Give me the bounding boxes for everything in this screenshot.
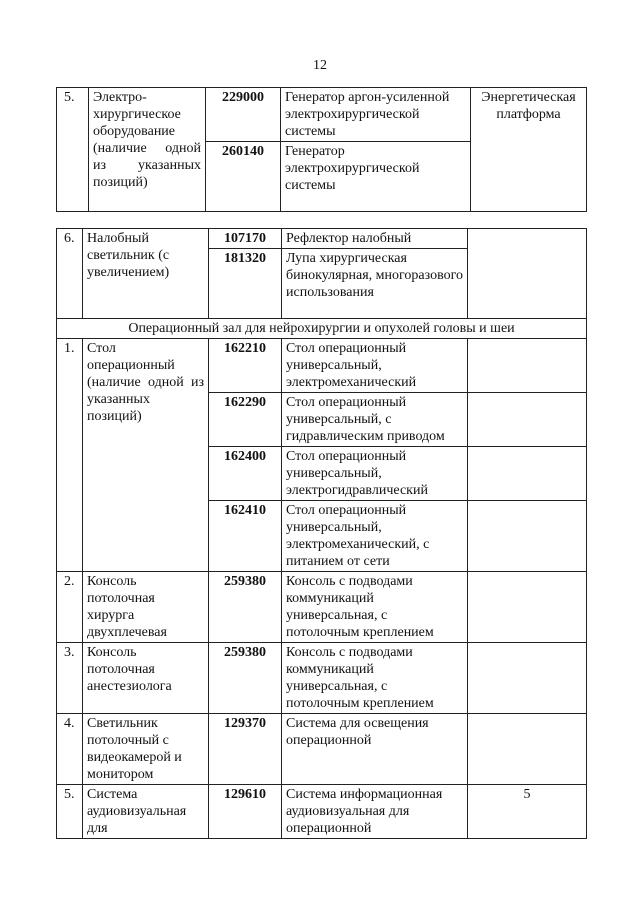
- table-row: [57, 643, 587, 714]
- section-row: [57, 319, 587, 339]
- equipment-table-2: [56, 228, 587, 839]
- section-title: Операционный зал для нейрохирургии и опухолей головы и шеи: [57, 319, 587, 339]
- equipment-name: Система аудиовизуальная для: [83, 785, 209, 839]
- equipment-code: 259380: [209, 572, 282, 643]
- equipment-description: Лупа хирургическая бинокулярная, многоразового использования: [282, 249, 468, 319]
- equipment-description: Консоль с подводами коммуникаций универсальная, с потолочным креплением: [282, 643, 468, 714]
- table-row: [57, 714, 587, 785]
- row-number: 4.: [57, 714, 83, 785]
- equipment-description: Система информационная аудиовизуальная для операционной: [282, 785, 468, 839]
- equipment-code: 162400: [209, 447, 282, 501]
- equipment-code: 260140: [206, 142, 281, 212]
- equipment-note: [468, 572, 587, 643]
- equipment-note: [468, 643, 587, 714]
- equipment-code: 107170: [209, 229, 282, 249]
- equipment-note: [468, 339, 587, 393]
- equipment-name: Налобный светильник (с увеличением): [83, 229, 209, 319]
- equipment-code: 229000: [206, 88, 281, 142]
- page-number: 12: [313, 58, 327, 73]
- equipment-table-1: [56, 87, 587, 212]
- table-row: [57, 339, 587, 393]
- row-number: 6.: [57, 229, 83, 319]
- equipment-code: 259380: [209, 643, 282, 714]
- row-number: 2.: [57, 572, 83, 643]
- table-row: [57, 572, 587, 643]
- equipment-code: 162410: [209, 501, 282, 572]
- table-row: [57, 785, 587, 839]
- equipment-note: [468, 714, 587, 785]
- equipment-description: Генератор аргон-усиленной электрохирургической системы: [281, 88, 471, 142]
- equipment-description: Стол операционный универсальный, электромеханический, с питанием от сети: [282, 501, 468, 572]
- equipment-description: Стол операционный универсальный, электромеханический: [282, 339, 468, 393]
- equipment-code: 129610: [209, 785, 282, 839]
- table-row: [57, 229, 587, 249]
- equipment-description: Консоль с подводами коммуникаций универсальная, с потолочным креплением: [282, 572, 468, 643]
- equipment-name: Стол операционный (наличие одной из указанных позиций): [83, 339, 209, 572]
- row-number: 5.: [57, 785, 83, 839]
- equipment-note: [468, 393, 587, 447]
- equipment-code: 162290: [209, 393, 282, 447]
- equipment-code: 181320: [209, 249, 282, 319]
- equipment-name: Электро-хирургическое оборудование (наличие одной из указанных позиций): [89, 88, 206, 212]
- equipment-name: Светильник потолочный с видеокамерой и монитором: [83, 714, 209, 785]
- equipment-note: [468, 447, 587, 501]
- equipment-note: [468, 501, 587, 572]
- equipment-name: Консоль потолочная анестезиолога: [83, 643, 209, 714]
- equipment-quantity: 5: [468, 785, 587, 839]
- equipment-description: Стол операционный универсальный, с гидравлическим приводом: [282, 393, 468, 447]
- equipment-description: Система для освещения операционной: [282, 714, 468, 785]
- equipment-description: Стол операционный универсальный, электрогидравлический: [282, 447, 468, 501]
- equipment-code: 129370: [209, 714, 282, 785]
- equipment-note: Энергетическая платформа: [471, 88, 587, 212]
- row-number: 1.: [57, 339, 83, 572]
- equipment-description: Рефлектор налобный: [282, 229, 468, 249]
- table-row: [57, 88, 587, 142]
- equipment-description: Генератор электрохирургической системы: [281, 142, 471, 212]
- row-number: 5.: [57, 88, 89, 212]
- equipment-code: 162210: [209, 339, 282, 393]
- equipment-name: Консоль потолочная хирурга двухплечевая: [83, 572, 209, 643]
- row-number: 3.: [57, 643, 83, 714]
- equipment-note: [468, 229, 587, 319]
